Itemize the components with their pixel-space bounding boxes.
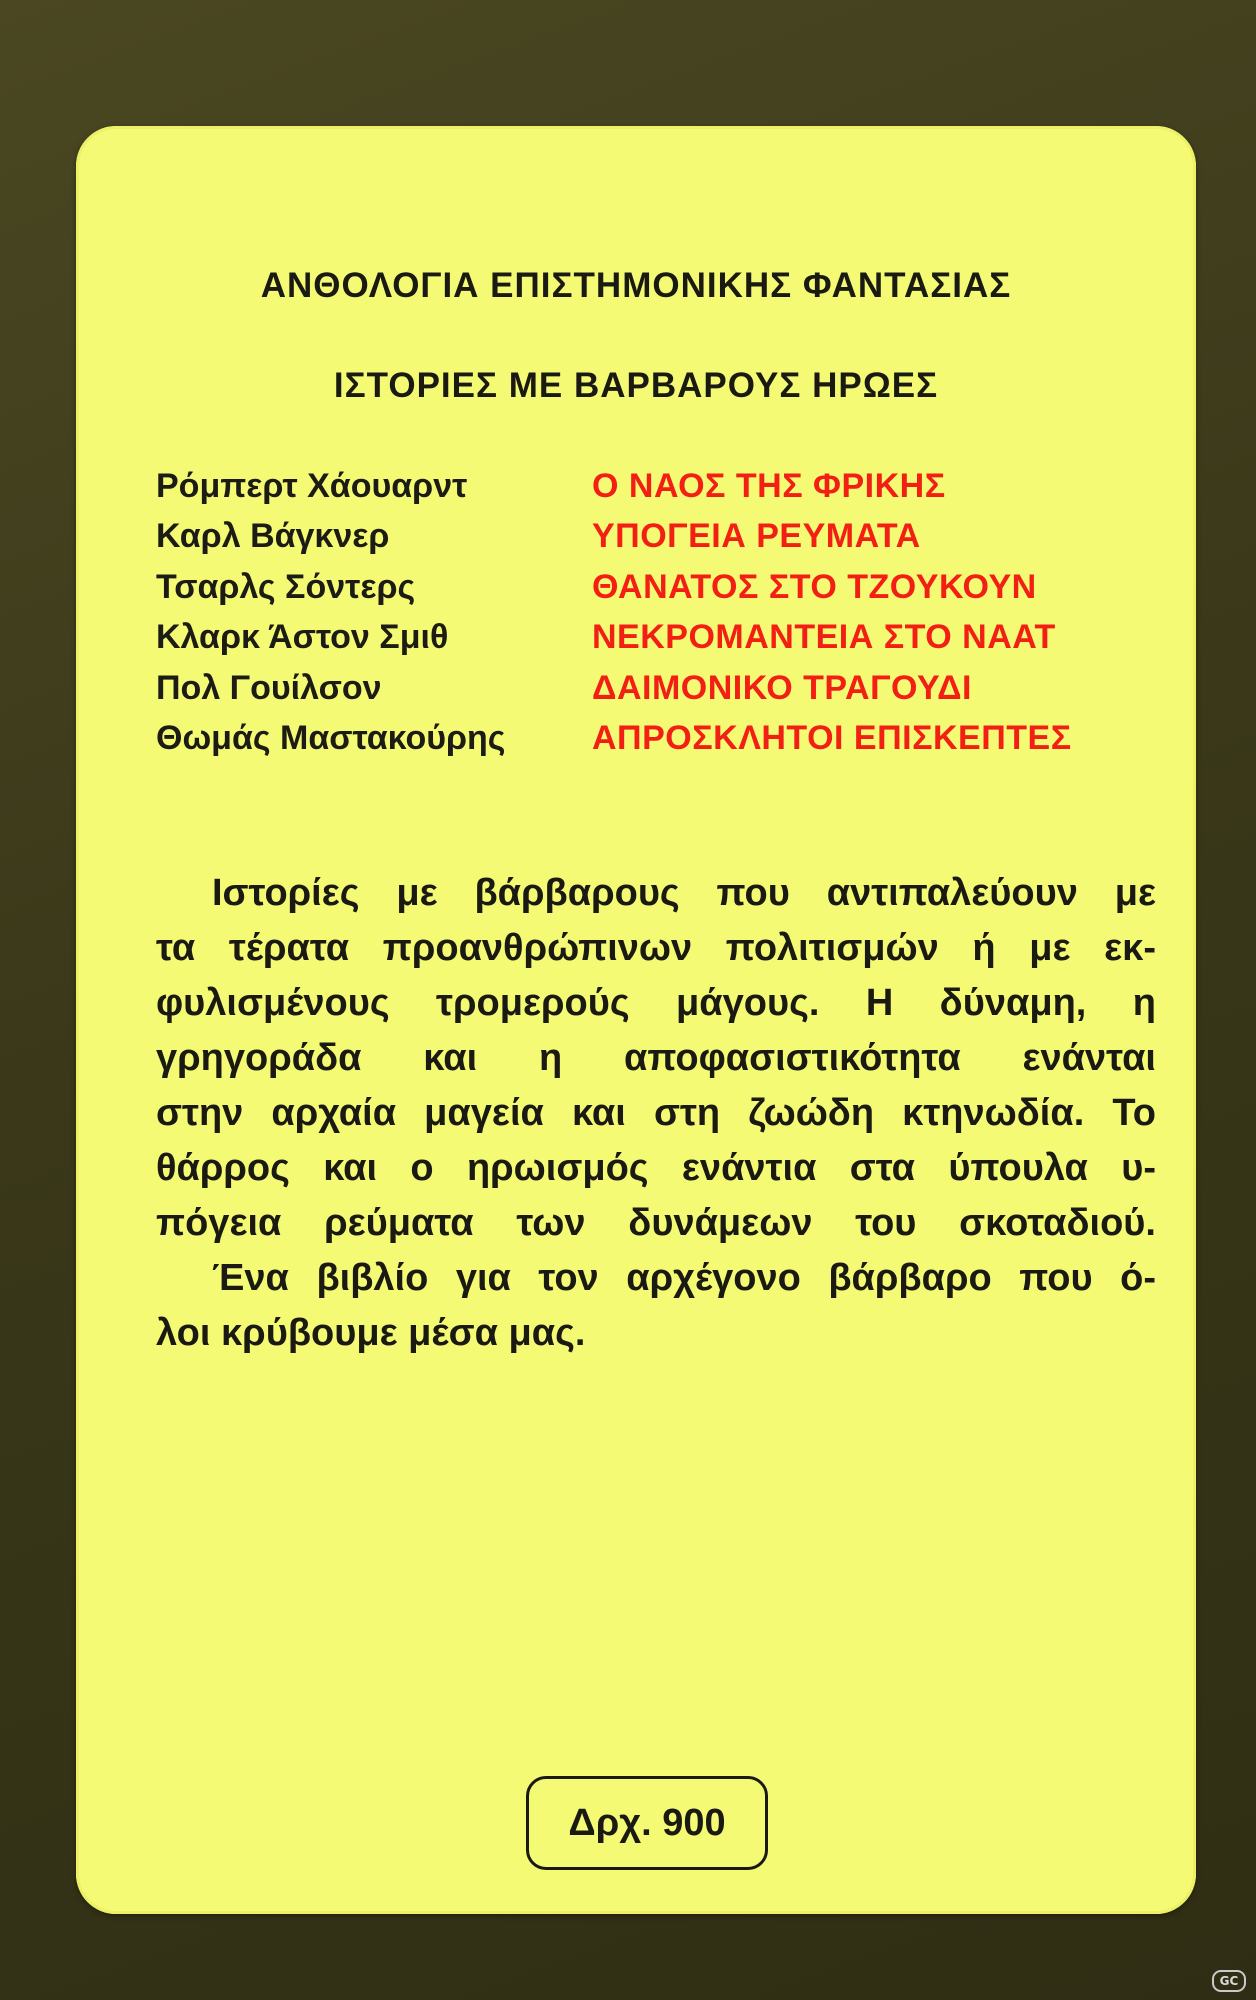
contents-row [156, 713, 1166, 763]
story-title: ΥΠΟΓΕΙΑ ΡΕΥΜΑΤΑ [592, 517, 921, 556]
contents-list [156, 461, 1166, 763]
story-title: ΘΑΝΑΤΟΣ ΣΤΟ ΤΖΟΥΚΟΥΝ [592, 567, 1037, 606]
author-name: Καρλ Βάγκνερ [156, 517, 390, 556]
contents-row [156, 511, 1166, 561]
contents-row [156, 612, 1166, 662]
blurb-line: τα τέρατα προανθρώπινων πολιτισμών ή με εκ- [156, 927, 1156, 969]
blurb-line: στην αρχαία μαγεία και στη ζωώδη κτηνωδία. Το [156, 1092, 1156, 1134]
contents-row [156, 461, 1166, 511]
author-name: Πολ Γουίλσον [156, 668, 382, 707]
blurb-line: Ένα βιβλίο για τον αρχέγονο βάρβαρο που ό- [212, 1257, 1156, 1299]
author-name: Κλαρκ Άστον Σμιθ [156, 618, 449, 657]
series-title: ΑΝΘΟΛΟΓΙΑ ΕΠΙΣΤΗΜΟΝΙΚΗΣ ΦΑΝΤΑΣΙΑΣ [260, 266, 1012, 305]
author-name: Θωμάς Μαστακούρης [156, 718, 506, 757]
story-title: Ο ΝΑΟΣ ΤΗΣ ΦΡΙΚΗΣ [592, 467, 946, 505]
blurb-line: φυλισμένους τρομερούς μάγους. Η δύναμη, η [156, 982, 1156, 1024]
story-title: ΑΠΡΟΣΚΛΗΤΟΙ ΕΠΙΣΚΕΠΤΕΣ [592, 718, 1072, 757]
blurb-line: λοι κρύβουμε μέσα μας. [156, 1312, 586, 1354]
price-box [526, 1776, 768, 1870]
blurb-line: θάρρος και ο ηρωισμός ενάντια στα ύπουλα υ- [156, 1147, 1156, 1189]
blurb-paragraph [156, 866, 1156, 1361]
book-title: ΙΣΤΟΡΙΕΣ ΜΕ ΒΑΡΒΑΡΟΥΣ ΗΡΩΕΣ [333, 366, 939, 405]
blurb-line: πόγεια ρεύματα των δυνάμεων του σκοταδιού. [156, 1202, 1156, 1244]
corner-watermark: GC [1212, 1970, 1246, 1992]
story-title: ΝΕΚΡΟΜΑΝΤΕΙΑ ΣΤΟ ΝΑΑΤ [592, 618, 1056, 657]
blurb-line: γρηγοράδα και η αποφασιστικότητα ενάνται [156, 1037, 1156, 1079]
back-cover-panel [76, 126, 1196, 1914]
contents-row [156, 663, 1166, 713]
contents-row [156, 562, 1166, 612]
author-name: Τσαρλς Σόντερς [156, 567, 416, 606]
author-name: Ρόμπερτ Χάουαρντ [156, 467, 468, 505]
story-title: ΔΑΙΜΟΝΙΚΟ ΤΡΑΓΟΥΔΙ [592, 668, 972, 707]
blurb-line: Ιστορίες με βάρβαρους που αντιπαλεύουν με [212, 872, 1156, 914]
price-label: Δρχ. 900 [568, 1801, 726, 1844]
